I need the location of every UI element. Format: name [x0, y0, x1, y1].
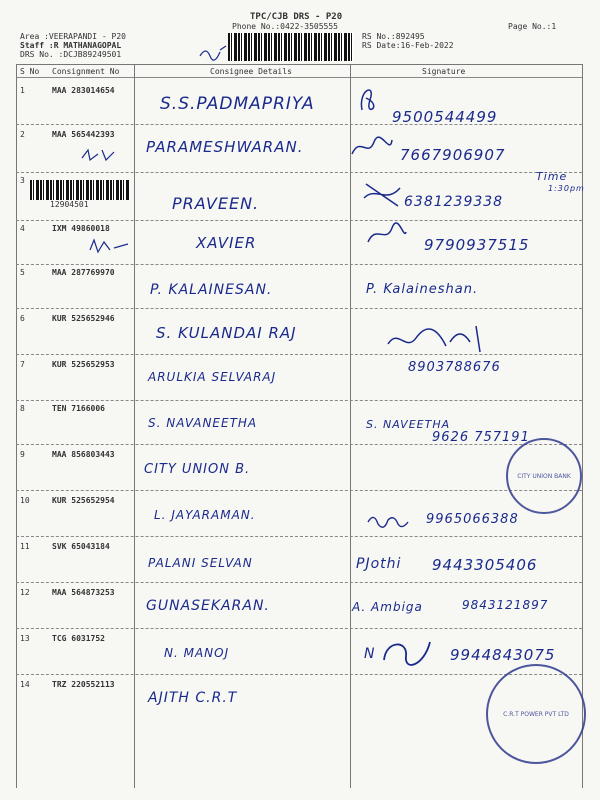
consignment-number: MAA 564873253: [52, 588, 115, 597]
consignee-name: S. KULANDAI RAJ: [156, 324, 297, 342]
consignment-number: TEN 7166006: [52, 404, 105, 413]
signature-scribble: [366, 222, 406, 248]
row-sno: 3: [20, 176, 25, 185]
company-stamp: C.R.T POWER PVT LTD: [486, 664, 586, 764]
signature-text: S. NAVEETHA: [366, 418, 451, 431]
page-number: Page No.:1: [508, 22, 557, 31]
consignment-barcode: [30, 180, 130, 200]
rs-date: RS Date:16-Feb-2022: [362, 41, 454, 50]
consignee-phone: 9843121897: [462, 598, 549, 612]
row-sno: 9: [20, 450, 25, 459]
document-title: TPC/CJB DRS - P20: [250, 12, 343, 22]
consignment-number: MAA 856803443: [52, 450, 115, 459]
initials-scribble: [88, 236, 132, 256]
consignment-number: KUR 525652946: [52, 314, 115, 323]
consignment-number: TCG 6031752: [52, 634, 105, 643]
drs-number: DRS No. :DCJB89249501: [20, 50, 122, 59]
signature-scribble: [350, 132, 394, 160]
row-divider: [16, 220, 582, 221]
row-divider: [16, 582, 582, 583]
consignment-number: SVK 65043184: [52, 542, 110, 551]
row-sno: 1: [20, 86, 25, 95]
column-header-signature: Signature: [422, 67, 466, 76]
consignee-name: ARULKIA SELVARAJ: [148, 370, 277, 384]
signature-text: N: [364, 646, 376, 662]
area-label: Area :VEERAPANDI - P20: [20, 32, 126, 41]
consignment-number: MAA 565442393: [52, 130, 115, 139]
consignee-name: PALANI SELVAN: [148, 556, 253, 570]
consignee-phone: 9965066388: [426, 512, 519, 527]
row-divider: [16, 490, 582, 491]
row-sno: 11: [20, 542, 30, 551]
consignee-name: N. MANOJ: [164, 646, 230, 660]
initials-scribble: [80, 146, 120, 166]
phone-number: Phone No.:0422-3505555: [232, 22, 338, 31]
column-header-consignment: Consignment No: [52, 67, 120, 76]
time-label: Time: [536, 170, 568, 183]
header-divider: [16, 77, 582, 78]
consignment-number: MAA 287769970: [52, 268, 115, 277]
consignee-name: L. JAYARAMAN.: [154, 508, 256, 522]
consignee-name: CITY UNION B.: [144, 462, 251, 477]
column-header-consignee: Consignee Details: [210, 67, 292, 76]
staff-label: Staff :R MATHANAGOPAL: [20, 41, 122, 50]
table-top-border: [16, 64, 582, 65]
consignment-number: TRZ 220552113: [52, 680, 115, 689]
row-divider: [16, 308, 582, 309]
row-divider: [16, 536, 582, 537]
row-divider: [16, 400, 582, 401]
consignee-name: S.S.PADMAPRIYA: [160, 94, 315, 114]
signature-text: A. Ambiga: [352, 600, 423, 614]
consignment-number: IXM 49860018: [52, 224, 110, 233]
signature-scribble: [356, 80, 386, 114]
rs-number: RS No.:892495: [362, 32, 425, 41]
header-initials: [198, 44, 228, 62]
row-sno: 10: [20, 496, 30, 505]
consignee-phone: 8903788676: [408, 360, 501, 375]
row-divider: [16, 628, 582, 629]
column-header-sno: S No: [20, 67, 40, 76]
row-sno: 2: [20, 130, 25, 139]
header-barcode: [228, 33, 354, 61]
barcode-text: 12904501: [50, 200, 89, 209]
row-sno: 13: [20, 634, 30, 643]
consignee-phone: 9443305406: [432, 556, 538, 574]
consignment-number: MAA 283014654: [52, 86, 115, 95]
consignment-number: KUR 525652954: [52, 496, 115, 505]
bank-stamp: CITY UNION BANK: [506, 438, 582, 514]
row-sno: 6: [20, 314, 25, 323]
consignee-name: PRAVEEN.: [172, 194, 260, 213]
row-divider: [16, 172, 582, 173]
consignee-phone: 9790937515: [424, 236, 530, 254]
row-divider: [16, 354, 582, 355]
consignee-phone: 9500544499: [392, 108, 498, 126]
consignee-phone: 6381239338: [404, 194, 504, 210]
signature-scribble: [366, 512, 410, 528]
consignee-name: GUNASEKARAN.: [146, 598, 270, 614]
consignee-name: XAVIER: [196, 234, 257, 252]
row-sno: 4: [20, 224, 25, 233]
signature-scribble: [386, 322, 496, 356]
table-right-border: [582, 64, 583, 788]
row-sno: 8: [20, 404, 25, 413]
consignee-name: P. KALAINESAN.: [150, 282, 273, 298]
consignee-phone: 9626 757191: [432, 430, 530, 445]
row-sno: 7: [20, 360, 25, 369]
row-divider: [16, 674, 582, 675]
signature-text: PJothi: [356, 556, 402, 572]
row-sno: 14: [20, 680, 30, 689]
consignee-phone: 7667906907: [400, 146, 506, 164]
consignment-number: KUR 525652953: [52, 360, 115, 369]
consignee-name: PARAMESHWARAN.: [146, 138, 304, 156]
row-sno: 12: [20, 588, 30, 597]
time-value: 1:30pm: [548, 184, 585, 193]
consignee-name: AJITH C.R.T: [148, 690, 238, 706]
consignee-phone: 9944843075: [450, 646, 556, 664]
row-divider: [16, 264, 582, 265]
signature-scribble: [362, 180, 402, 210]
row-sno: 5: [20, 268, 25, 277]
signature-text: P. Kalaineshan.: [366, 282, 479, 297]
signature-scribble: [380, 636, 436, 670]
consignee-name: S. NAVANEETHA: [148, 416, 258, 430]
